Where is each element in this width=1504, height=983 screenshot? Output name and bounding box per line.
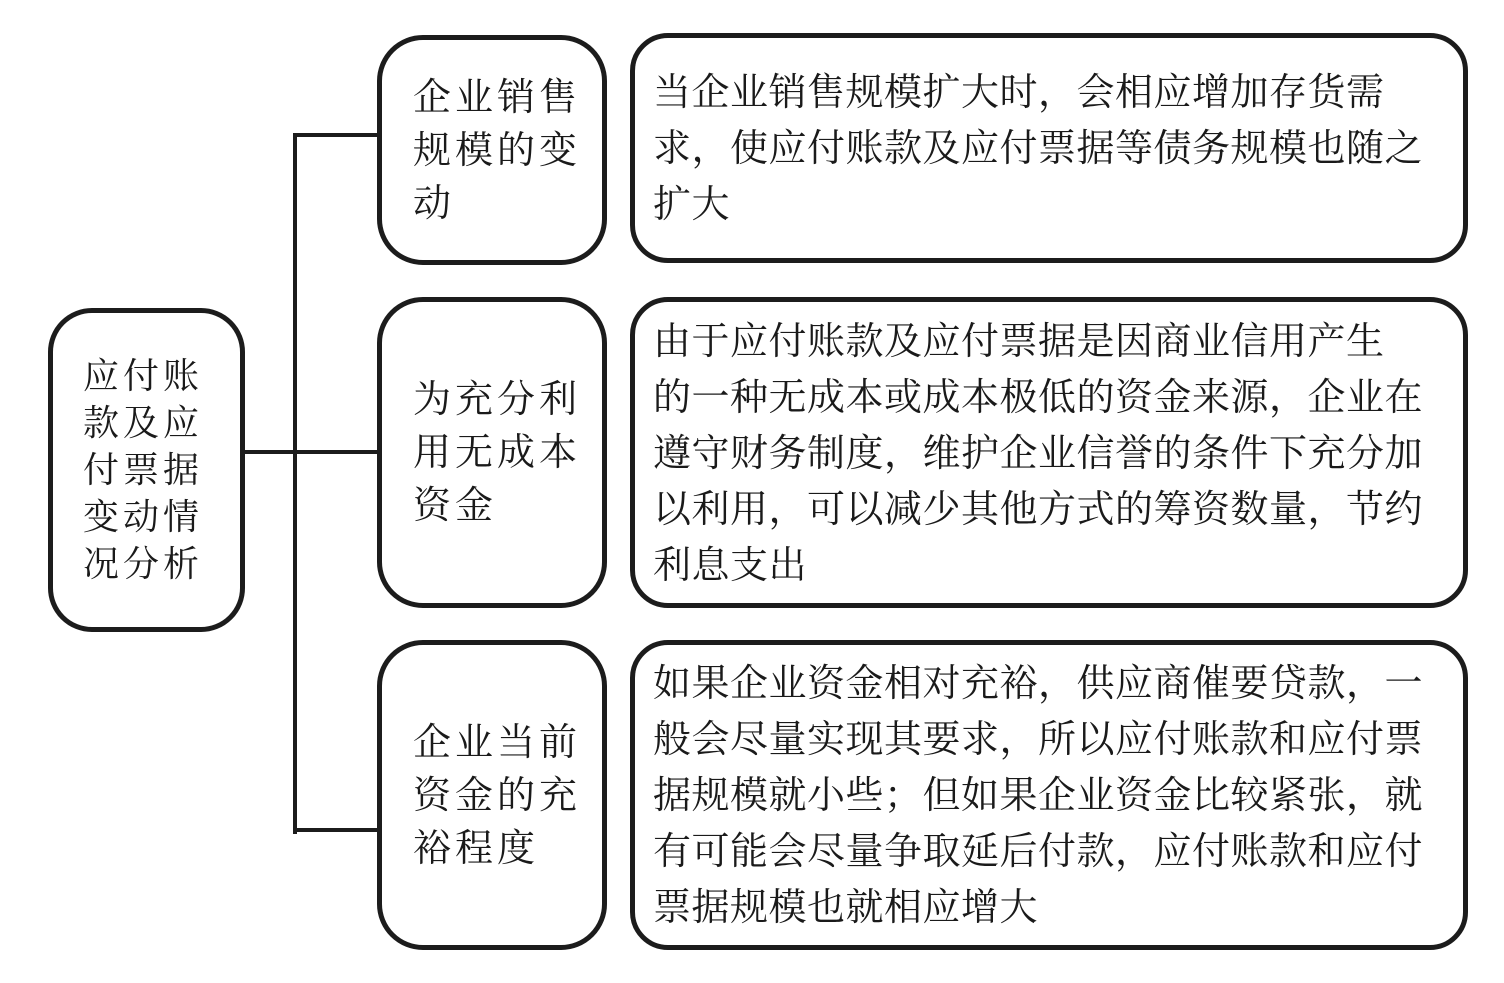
text-line: 由于应付账款及应付票据是因商业信用产生 [653,318,1385,363]
root-node-accounts-payable-analysis [48,308,245,632]
text-line: 为充分利 [413,377,582,421]
text-line: 况分析 [83,543,204,585]
text-line: 动 [413,180,456,225]
text-line: 求，使应付账款及应付票据等债务规模也随之 [653,126,1424,170]
text-line: 般会尽量实现其要求，所以应付账款和应付票 [653,717,1424,761]
text-line: 的一种无成本或成本极低的资金来源，企业在 [653,374,1424,419]
text-line: 有可能会尽量争取延后付款，应付账款和应付 [653,829,1424,873]
text-line: 企业当前 [413,719,582,764]
text-line: 资金 [413,483,498,527]
text-line: 用无成本 [413,430,582,474]
text-line: 规模的变 [413,127,582,172]
text-line: 款及应 [83,402,204,444]
text-line: 应付账 [83,355,204,397]
connector-branch-bottom [295,828,379,832]
text-line: 以利用，可以减少其他方式的筹资数量，节约 [653,486,1424,531]
factor-node-sales-scale-change [377,35,607,265]
description-node-current-fund-adequacy [630,640,1468,950]
text-line: 企业销售 [413,74,582,119]
connector-branch-middle [243,450,379,454]
text-line: 变动情 [83,496,204,538]
text-line: 如果企业资金相对充裕，供应商催要贷款，一 [653,661,1424,705]
text-line: 资金的充 [413,772,582,817]
text-line: 付票据 [83,449,204,491]
text-line: 票据规模也就相应增大 [653,885,1039,929]
description-node-use-costfree-funds [630,297,1468,608]
text-line: 据规模就小些；但如果企业资金比较紧张，就 [653,773,1424,817]
text-line: 扩大 [653,182,731,226]
text-line: 利息支出 [653,542,808,587]
text-line: 当企业销售规模扩大时，会相应增加存货需 [653,70,1385,114]
factor-node-use-costfree-funds [377,297,607,608]
factor-node-current-fund-adequacy [377,640,607,950]
connector-trunk-line [293,133,297,834]
text-line: 裕程度 [413,825,540,870]
connector-branch-top [295,133,379,137]
text-line: 遵守财务制度，维护企业信誉的条件下充分加 [653,430,1424,475]
description-node-sales-scale-change [630,33,1468,263]
